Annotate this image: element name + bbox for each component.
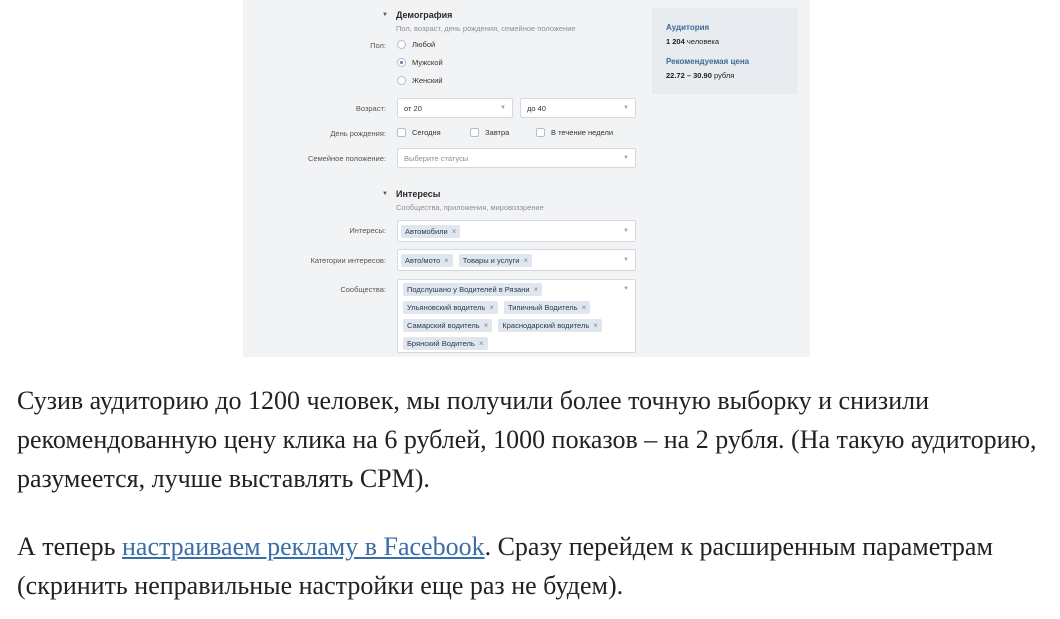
close-icon[interactable]: × — [451, 226, 457, 236]
interests-select[interactable] — [397, 220, 636, 242]
audience-title: Аудитория — [666, 23, 710, 32]
tag: Автомобили × — [401, 225, 460, 238]
tag: Ульяновский водитель × — [403, 301, 498, 314]
close-icon[interactable]: × — [489, 303, 495, 312]
age-label: Возраст: — [355, 104, 386, 113]
close-icon[interactable]: × — [478, 339, 484, 348]
radio-checked-icon[interactable] — [397, 58, 406, 67]
demography-title: Демография — [396, 10, 453, 20]
age-to-select[interactable]: до 40 ▼ — [520, 98, 636, 118]
marital-status-select[interactable]: Выберите статусы ▼ — [397, 148, 636, 168]
tag: Краснодарский водитель × — [498, 319, 602, 332]
gender-option-male[interactable]: Мужской — [397, 58, 443, 67]
chevron-down-icon: ▼ — [623, 228, 629, 234]
audience-value: 1 204 человека — [666, 37, 720, 46]
chevron-down-icon: ▼ — [623, 155, 629, 161]
communities-select[interactable] — [397, 279, 636, 353]
chevron-down-icon: ▼ — [500, 105, 506, 111]
interests-label: Интересы: — [349, 226, 386, 235]
interests-title: Интересы — [396, 189, 441, 199]
chevron-down-icon: ▼ — [623, 105, 629, 111]
gender-option-female[interactable]: Женский — [397, 76, 443, 85]
close-icon[interactable]: × — [593, 321, 598, 330]
age-from-select[interactable]: от 20 ▼ — [397, 98, 513, 118]
tag: Типичный Водитель × — [504, 301, 590, 314]
triangle-down-icon[interactable]: ▼ — [382, 191, 388, 197]
tag: Авто/мото × — [401, 254, 453, 267]
checkbox-icon[interactable] — [536, 128, 545, 137]
communities-label: Сообщества: — [340, 285, 386, 294]
demography-subtitle: Пол, возраст, день рождения, семейное положение — [396, 24, 576, 33]
radio-icon[interactable] — [397, 76, 406, 85]
checkbox-icon[interactable] — [397, 128, 406, 137]
radio-icon[interactable] — [397, 40, 406, 49]
categories-select[interactable] — [397, 249, 636, 271]
birthday-tomorrow-checkbox[interactable]: Завтра — [470, 128, 509, 137]
article-paragraph-2: А теперь настраиваем рекламу в Facebook. Сразу перейдем к расширенным параметрам (скринить неправильные настройки еще раз не будем). — [17, 532, 993, 600]
facebook-ads-link[interactable]: настраиваем рекламу в Facebook — [122, 532, 485, 561]
article-paragraph-1: Сузив аудиторию до 1200 человек, мы получили более точную выборку и снизили рекомендованную цену клика на 6 рублей, 1000 показов – на 2 рубля. (На такую аудиторию, разумеется, лучше выставлять CPM). — [17, 386, 1037, 493]
chevron-down-icon: ▼ — [623, 257, 629, 263]
close-icon[interactable]: × — [483, 321, 489, 330]
triangle-down-icon[interactable]: ▼ — [382, 12, 388, 18]
checkbox-icon[interactable] — [470, 128, 479, 137]
gender-label: Пол: — [370, 41, 386, 50]
price-title: Рекомендуемая цена — [666, 57, 750, 66]
audience-panel — [652, 8, 798, 94]
tag: Брянский Водитель × — [403, 337, 488, 350]
birthday-today-checkbox[interactable]: Сегодня — [397, 128, 441, 137]
categories-label: Категории интересов: — [310, 256, 386, 265]
birthday-week-checkbox[interactable]: В течение недели — [536, 128, 613, 137]
price-value: 22.72 – 30.90 рубля — [666, 71, 735, 80]
tag: Товары и услуги × — [459, 254, 532, 267]
birthday-label: День рождения: — [330, 129, 386, 138]
close-icon[interactable]: × — [523, 255, 529, 265]
close-icon[interactable]: × — [533, 285, 539, 294]
tag: Самарский водитель × — [403, 319, 492, 332]
marital-label: Семейное положение: — [307, 154, 386, 163]
close-icon[interactable]: × — [581, 303, 587, 312]
close-icon[interactable]: × — [444, 255, 449, 265]
interests-subtitle: Сообщества, приложения, мировоззрение — [396, 203, 544, 212]
chevron-down-icon: ▼ — [623, 286, 629, 292]
gender-option-any[interactable]: Любой — [397, 40, 435, 49]
tag: Подслушано у Водителей в Рязани × — [403, 283, 542, 296]
